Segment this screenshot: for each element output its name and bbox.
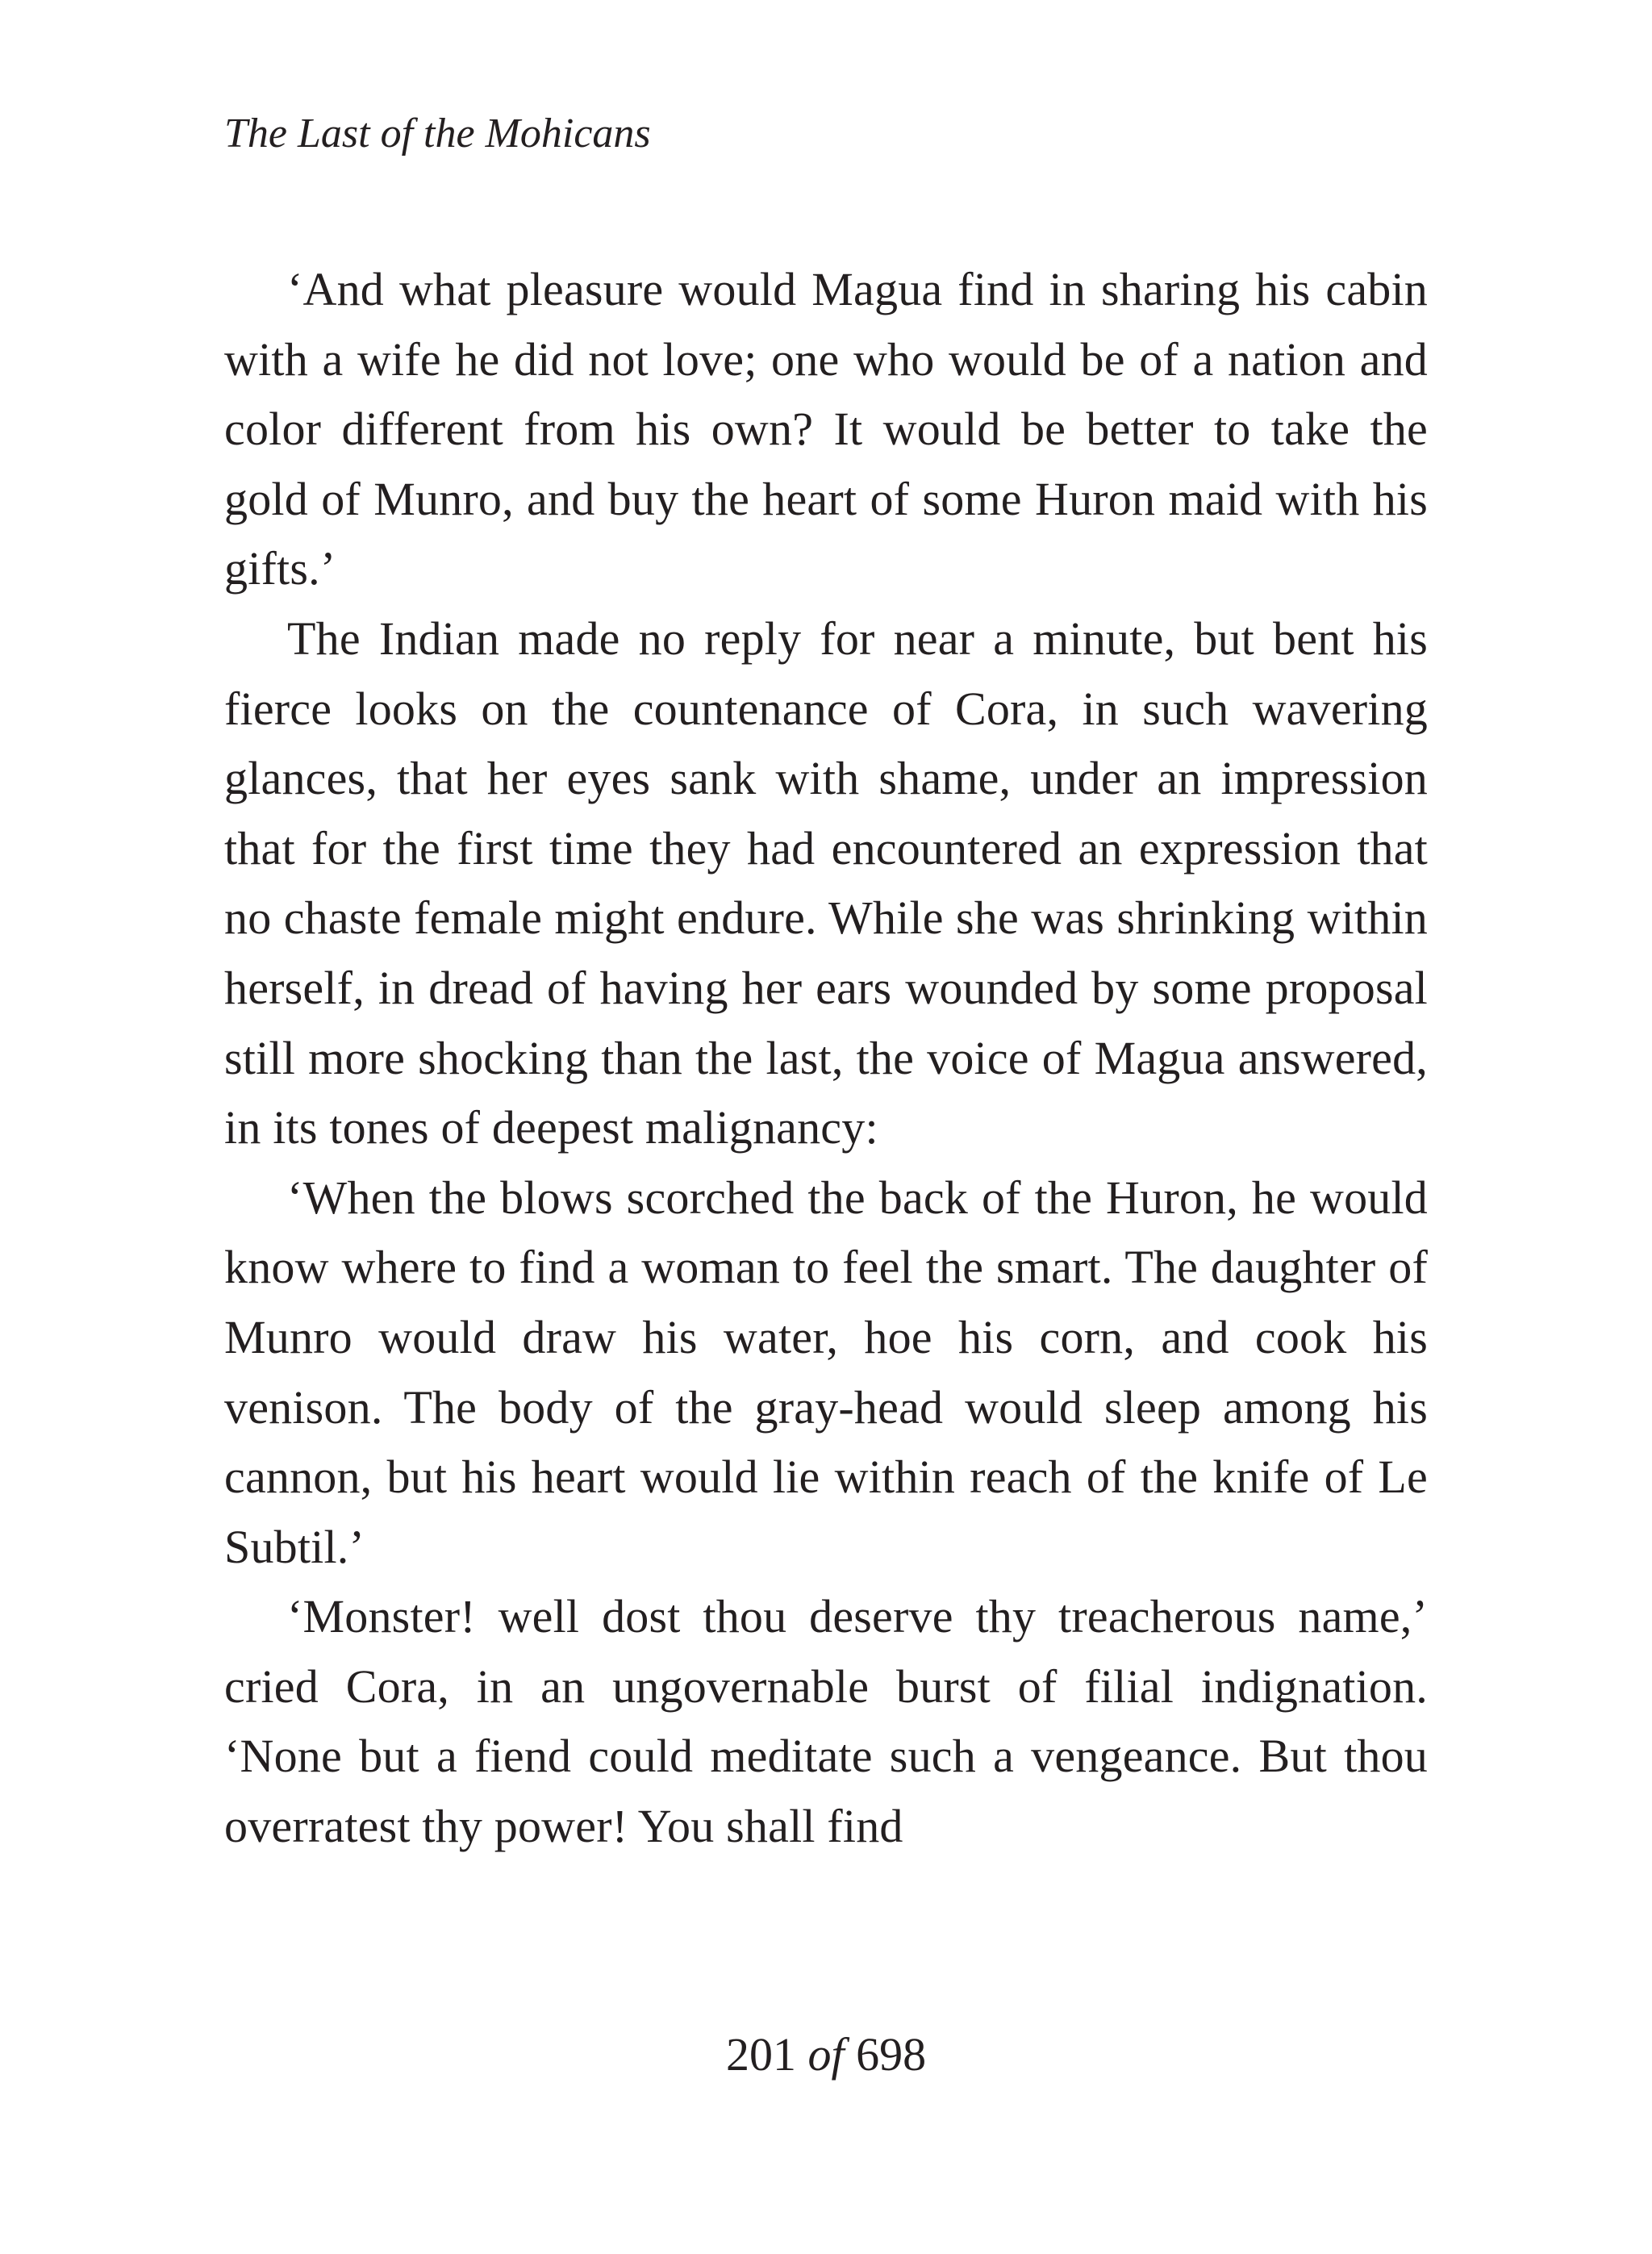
paragraph: ‘When the blows scorched the back of the Huron, he would know where to find a woman to feel the smart. The daughter of Munro would draw his water, hoe his corn, and cook his venison. The body of the gray-head would sleep among his cannon, but his heart would lie within reach of the knife of Le Subtil.’ xyxy=(224,1171,1428,1573)
total-page-count: 698 xyxy=(856,2028,927,2081)
page-body xyxy=(224,255,1428,1862)
page-of-word: of xyxy=(807,2028,845,2081)
running-title: The Last of the Mohicans xyxy=(224,111,651,157)
page-number xyxy=(0,2027,1652,2083)
paragraph: ‘And what pleasure would Magua find in sharing his cabin with a wife he did not love; one who would be of a nation and color different from his own? It would be better to take the gold of Munro, and buy the heart of some Huron maid with his gifts.’ xyxy=(224,263,1428,595)
current-page-number: 201 xyxy=(725,2028,796,2081)
paragraph: ‘Monster! well dost thou deserve thy treacherous name,’ cried Cora, in an ungovernable burst of filial indignation. ‘None but a fiend could meditate such a vengeance. But thou overratest thy power! You shall find xyxy=(224,1590,1428,1853)
paragraph: The Indian made no reply for near a minute, but bent his fierce looks on the countenance of Cora, in such wavering glances, that her eyes sank with shame, under an impression that for the first time they had encountered an expression that no chaste female might endure. While she was shrinking within herself, in dread of having her ears wounded by some proposal still more shocking than the last, the voice of Magua answered, in its tones of deepest malignancy: xyxy=(224,612,1428,1154)
